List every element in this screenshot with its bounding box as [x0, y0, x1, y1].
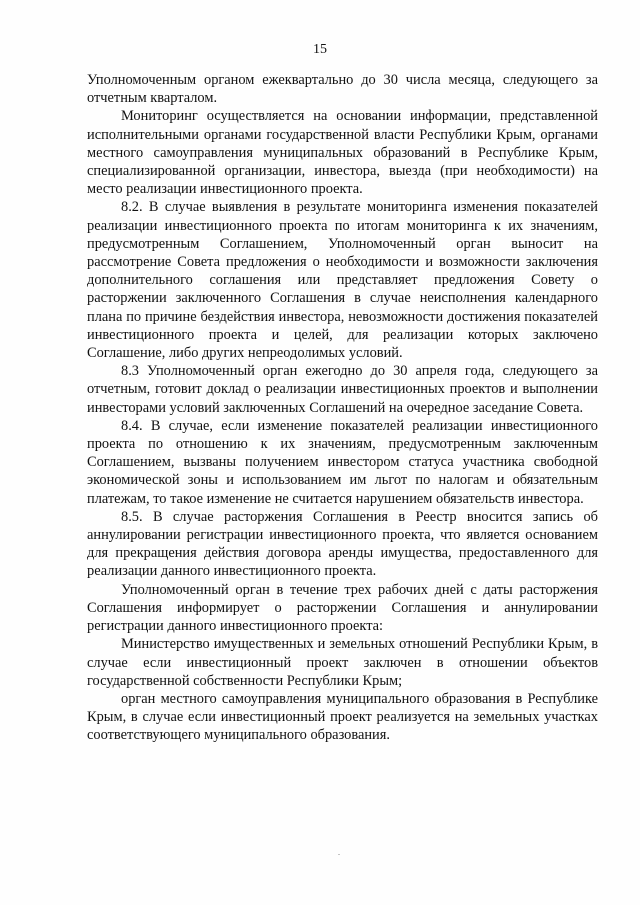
paragraph-continuation: Уполномоченным органом ежеквартально до 30 числа месяца, следующего за отчетным кварталом. — [87, 72, 598, 107]
paragraph-8-4: 8.4. В случае, если изменение показателей реализации инвестиционного проекта по отношению к их значениям, предусмотренным заключенным Соглашением, вызваны получением инвестором статуса участника свободной экономической зоны и использованием им льгот по налогам и обязательным платежам, то такое изменение не считается нарушением обязательств инвестора. — [87, 417, 598, 507]
paragraph-ministry: Министерство имущественных и земельных отношений Республики Крым, в случае если инвестиционный проект заключен в отношении объектов государственной собственности Республики Крым; — [87, 636, 598, 689]
document-body — [87, 71, 598, 745]
paragraph-8-2: 8.2. В случае выявления в результате мониторинга изменения показателей реализации инвестиционного проекта по итогам мониторинга к их значениям, предусмотренным Соглашением, Уполномоченный орган выносит на рассмотрение Совета предложения о необходимости и возможности заключения дополнительного соглашения или представляет предложения Совету о расторжении заключенного Соглашения в случае неисполнения календарного плана по причине бездействия инвестора, невозможности достижения показателей инвестиционного проекта и целей, для реализации которых заключено Соглашение, либо других непреодолимых условий. — [87, 199, 598, 362]
paragraph-monitoring: Мониторинг осуществляется на основании информации, представленной исполнительными органами государственной власти Республики Крым, органами местного самоуправления муниципальных образований в Республике Крым, специализированной организации, инвестора, выезда (при необходимости) на место реализации инвестиционного проекта. — [87, 108, 598, 198]
paragraph-local-authority: орган местного самоуправления муниципального образования в Республике Крым, в случае если инвестиционный проект реализуется на земельных участках соответствующего муниципального образования. — [87, 690, 598, 744]
paragraph-8-5: 8.5. В случае расторжения Соглашения в Реестр вносится запись об аннулировании регистрации инвестиционного проекта, что является основанием для прекращения действия договора аренды имущества, предоставленного для реализации данного инвестиционного проекта. — [87, 508, 598, 580]
scan-mark: . — [338, 848, 340, 857]
paragraph-notification: Уполномоченный орган в течение трех рабочих дней с даты расторжения Соглашения информирует о расторжении Соглашения и аннулировании регистрации данного инвестиционного проекта: — [87, 581, 598, 635]
paragraph-8-3: 8.3 Уполномоченный орган ежегодно до 30 апреля года, следующего за отчетным, готовит доклад о реализации инвестиционных проектов и выполнении инвесторами условий заключенных Соглашений на очередное заседание Совета. — [87, 363, 598, 416]
page-number: 15 — [313, 42, 327, 57]
